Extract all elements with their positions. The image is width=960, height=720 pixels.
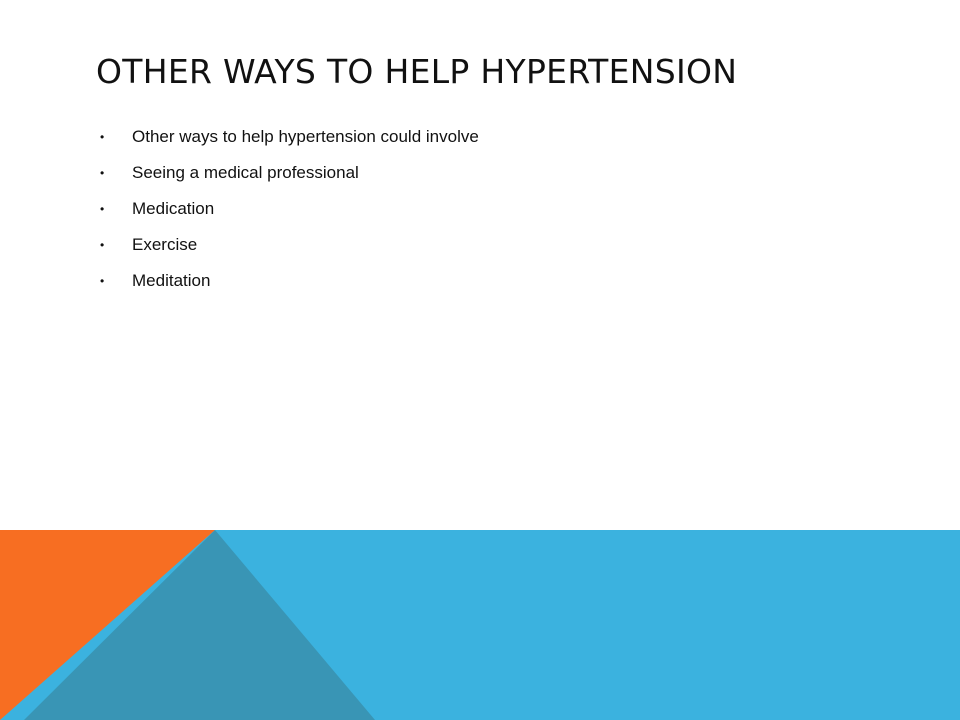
slide-title: OTHER WAYS TO HELP HYPERTENSION	[96, 52, 738, 91]
footer-shapes	[0, 530, 960, 720]
bullet-text: Meditation	[132, 271, 211, 290]
decorative-footer-band	[0, 530, 960, 720]
bullet-icon: •	[100, 130, 105, 144]
bullet-icon: •	[100, 202, 105, 216]
bullet-text: Seeing a medical professional	[132, 163, 359, 182]
bullet-icon: •	[100, 166, 105, 180]
bullet-icon: •	[100, 274, 105, 288]
bullet-text: Other ways to help hypertension could involve	[132, 127, 479, 146]
bullet-text: Medication	[132, 199, 215, 218]
bullet-icon: •	[100, 238, 105, 252]
bullet-text: Exercise	[132, 235, 198, 254]
